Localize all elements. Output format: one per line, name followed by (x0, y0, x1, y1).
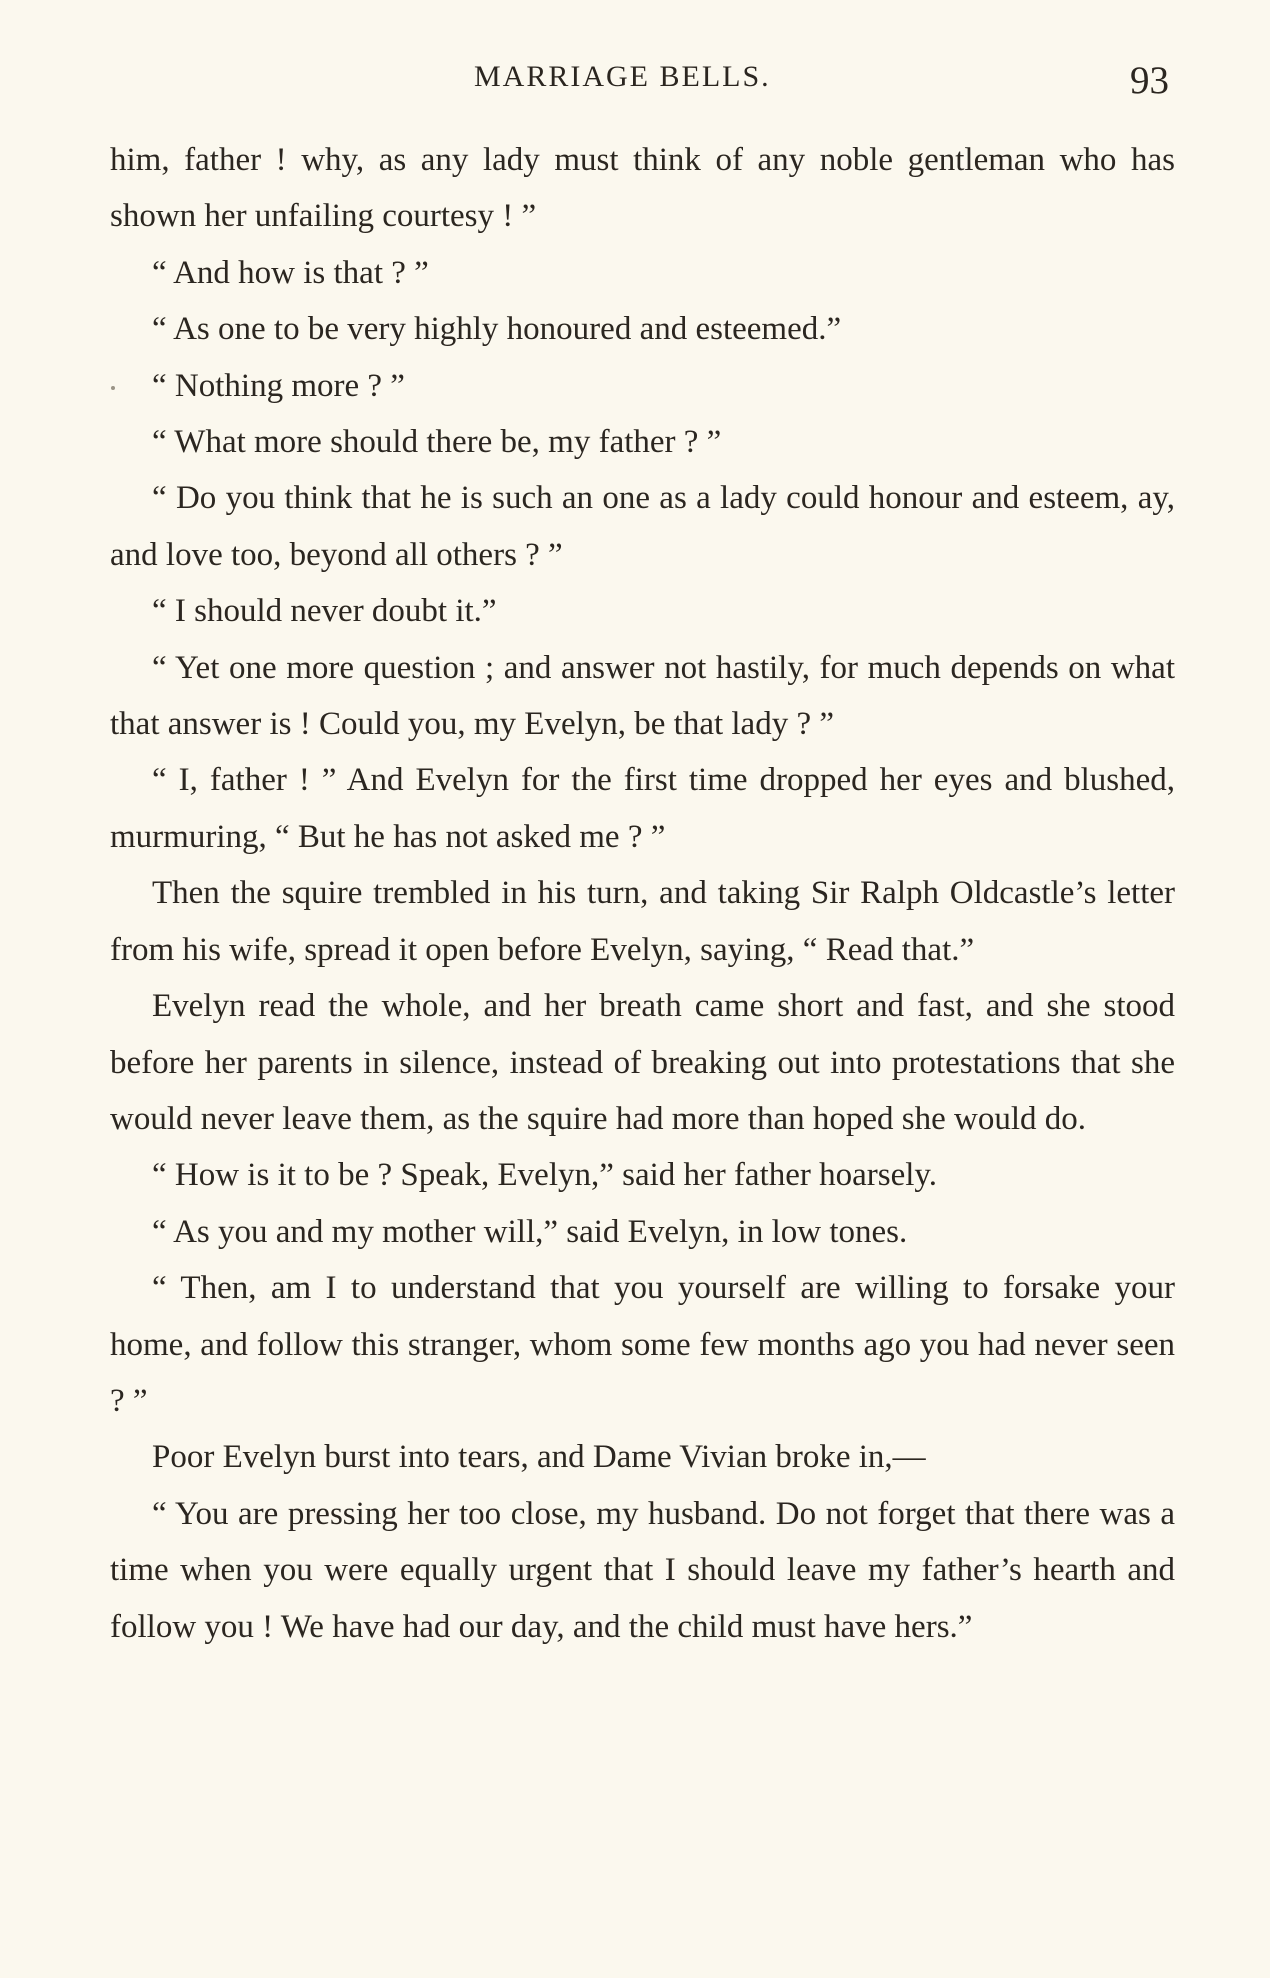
paragraph: “ How is it to be ? Speak, Evelyn,” said her father hoarsely. (152, 1157, 938, 1194)
running-title: MARRIAGE BELLS. (474, 60, 771, 93)
paragraph: “ Do you think that he is such an one as a lady could honour and esteem, ay, and love too, beyond all others ? ” (110, 480, 1175, 573)
running-head (0, 58, 1270, 102)
paragraph: “ Yet one more question ; and answer not hastily, for much depends on what that answer is ! Could you, my Evelyn, be that lady ? ” (110, 649, 1175, 743)
paragraph: Then the squire trembled in his turn, and taking Sir Ralph Oldcastle’s letter from his wife, spread it open before Evelyn, saying, “ Read that.” (110, 875, 1175, 968)
paragraph: “ I, father ! ” And Evelyn for the first time dropped her eyes and blushed, murmuring, “ But he has not asked me ? ” (110, 762, 1175, 855)
paragraph: “ Then, am I to understand that you yourself are willing to forsake your home, and follow this stranger, whom some few months ago you had never seen ? ” (110, 1270, 1175, 1419)
body-text (110, 132, 1175, 1655)
paragraph: “ What more should there be, my father ? ” (152, 424, 722, 461)
paragraph: “ I should never doubt it.” (152, 593, 497, 630)
paragraph: “ As you and my mother will,” said Evelyn, in low tones. (152, 1213, 908, 1250)
paragraph: Evelyn read the whole, and her breath came short and fast, and she stood before her parents in silence, instead of breaking out into protestations that she would never leave them, as the squire had more than hoped she would do. (110, 988, 1175, 1137)
page-number: 93 (1130, 59, 1169, 102)
paragraph: Poor Evelyn burst into tears, and Dame Vivian broke in,— (152, 1439, 926, 1476)
paragraph: “ And how is that ? ” (152, 254, 429, 291)
paragraph: “ Nothing more ? ” (152, 367, 405, 404)
paragraph: “ As one to be very highly honoured and esteemed.” (152, 311, 842, 348)
paragraph: “ You are pressing her too close, my husband. Do not forget that there was a time when you were equally urgent that I should leave my father’s hearth and follow you ! We have had our day, and the child must have hers.” (110, 1495, 1175, 1645)
paragraph: him, father ! why, as any lady must think of any noble gentleman who has shown her unfailing courtesy ! ” (110, 142, 1175, 235)
